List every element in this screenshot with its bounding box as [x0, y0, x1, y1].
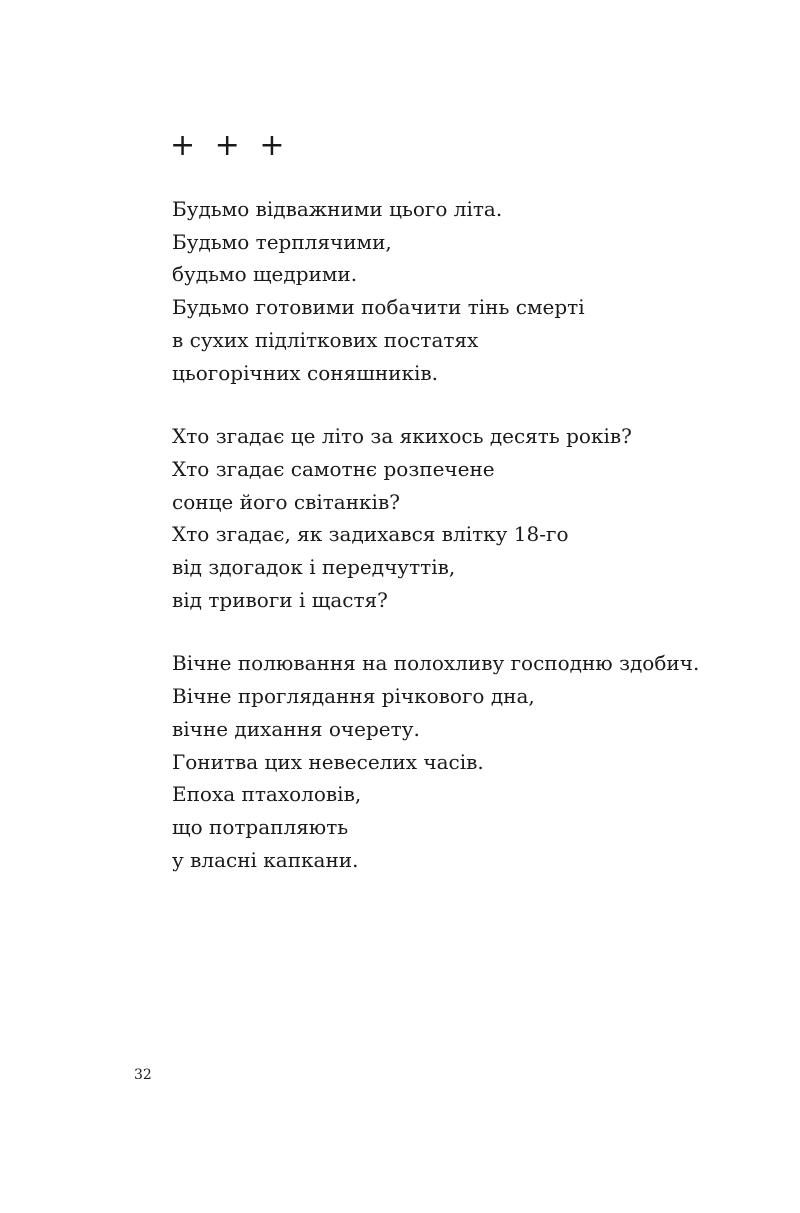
- poem-line: Будьмо відважними цього літа.: [172, 197, 503, 221]
- poem-line: Вічне полювання на полохливу господню здобич.: [172, 651, 700, 676]
- poem-line: Вічне проглядання річкового дна,: [172, 684, 535, 709]
- page-number: 32: [134, 1067, 152, 1083]
- stanza-1: [172, 193, 772, 389]
- poem-line: будьмо щедрими.: [172, 262, 358, 287]
- poem-line: сонце його світанків?: [172, 489, 400, 514]
- poem-line: вічне дихання очерету.: [172, 716, 420, 741]
- poem-line: у власні капкани.: [172, 847, 359, 872]
- poem-line: Гонитва цих невеселих часів.: [172, 749, 484, 774]
- poem-line: від тривоги і щастя?: [172, 587, 388, 612]
- poem-line: Хто згадає це літо за якихось десять років?: [172, 424, 632, 449]
- poem-line: що потрапляють: [172, 814, 349, 839]
- poem-line: Хто згадає, як задихався влітку 18-го: [172, 522, 569, 547]
- stanza-3: [172, 647, 772, 876]
- section-ornament: + + +: [170, 128, 285, 163]
- poem-line: Будьмо готовими побачити тінь смерті: [172, 295, 585, 320]
- poem-line: від здогадок і передчуттів,: [172, 555, 456, 580]
- poem-line: Будьмо терплячими,: [172, 229, 392, 254]
- stanza-2: [172, 420, 772, 616]
- poem-line: Хто згадає самотнє розпечене: [172, 456, 495, 481]
- poem-line: в сухих підліткових постатях: [172, 327, 479, 352]
- poem: [172, 193, 772, 907]
- poem-line: Епоха птахоловів,: [172, 782, 362, 807]
- poem-line: цьогорічних соняшників.: [172, 360, 438, 385]
